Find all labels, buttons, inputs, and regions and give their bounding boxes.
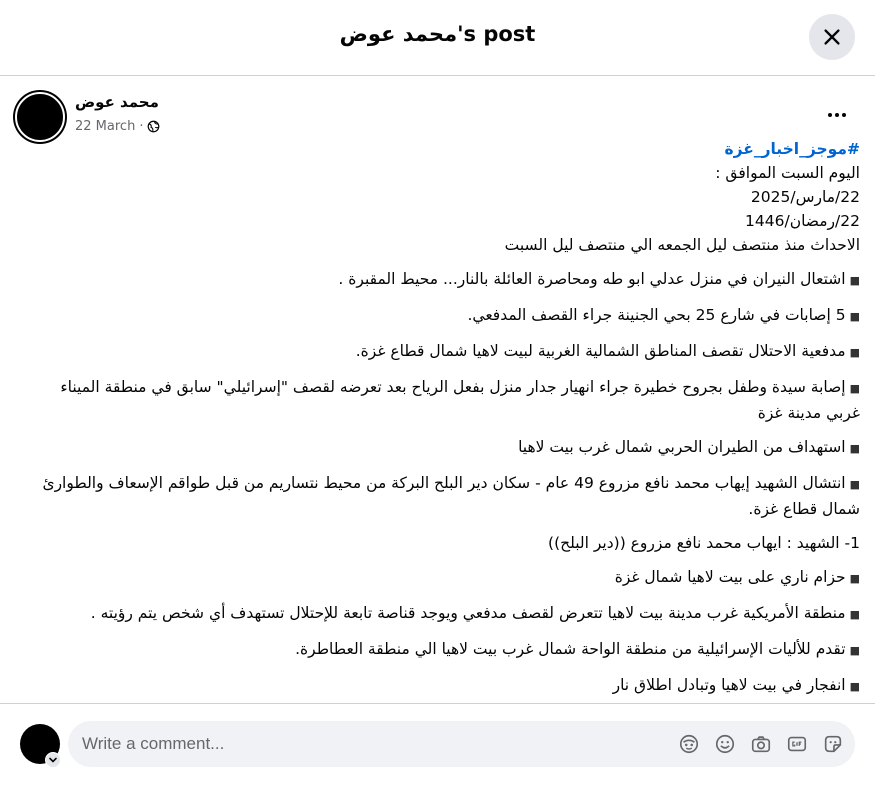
sticker-icon[interactable] (821, 732, 845, 756)
bullet-mark: ■ (849, 310, 860, 323)
profile-switch-button[interactable] (45, 752, 61, 768)
news-item-text: انفجار في بيت لاهيا وتبادل اطلاق نار (612, 676, 846, 694)
news-item-text: منطقة الأمريكية غرب مدينة بيت لاهيا تتعرض لقصف مدفعي ويوجد قناصة تابعة للإحتلال تستهدف أي شخص يتم رؤيته . (90, 604, 846, 622)
news-item (24, 267, 860, 293)
news-item (24, 637, 860, 663)
intro-line: الاحداث منذ منتصف ليل الجمعه الي منتصف ليل السبت (504, 236, 860, 254)
bullet-mark: ■ (849, 382, 860, 395)
intro-line: اليوم السبت الموافق : (715, 164, 860, 182)
dialog-title: محمد عوض's post (339, 22, 536, 46)
news-item (24, 601, 860, 627)
meta-separator: · (139, 119, 144, 134)
news-item-text: استهداف من الطيران الحربي شمال غرب بيت لاهيا (518, 438, 846, 456)
martyr-line: 1- الشهيد : ايهاب محمد نافع مزروع ((دير البلح)) (548, 534, 860, 552)
close-button[interactable] (809, 14, 855, 60)
news-item (24, 471, 860, 521)
comment-input-box[interactable] (68, 721, 855, 767)
bullet-mark: ■ (849, 608, 860, 621)
gif-icon[interactable] (785, 732, 809, 756)
more-options-button[interactable] (821, 103, 853, 127)
news-item-text: تقدم للأليات الإسرائيلية من منطقة الواحة شمال غرب بيت لاهيا الي منطقة العطاطرة. (295, 640, 846, 658)
comment-input[interactable] (82, 721, 642, 767)
bullet-mark: ■ (849, 478, 860, 491)
post-meta (75, 119, 160, 134)
news-item-text: اشتعال النيران في منزل عدلي ابو طه ومحاصرة العائلة بالنار... محيط المقبرة . (338, 270, 846, 288)
author-avatar[interactable] (15, 92, 65, 142)
bullet-mark: ■ (849, 274, 860, 287)
bullet-mark: ■ (849, 644, 860, 657)
news-item (24, 339, 860, 365)
news-item-text: إصابة سيدة وطفل بجروح خطيرة جراء انهيار جدار منزل بفعل الرياح بعد تعرضه لقصف "إسرائيلي" سابق في منطقة الميناء غربي مدينة غزة (60, 378, 860, 422)
post-dialog-header (0, 0, 875, 76)
news-item (24, 435, 860, 461)
news-item-text: انتشال الشهيد إيهاب محمد نافع مزروع 49 عام - سكان دير البلح البركة من محيط نتساريم من قبل طواقم الإسعاف والطوارئ شمال قطاع غزة. (42, 474, 860, 518)
intro-line: 22/مارس/2025 (750, 188, 860, 206)
author-name[interactable]: محمد عوض (75, 93, 159, 111)
bullet-mark: ■ (849, 680, 860, 693)
avatar-sticker-icon[interactable] (677, 732, 701, 756)
close-icon (821, 26, 843, 48)
emoji-icon[interactable] (713, 732, 737, 756)
news-item-text: مدفعية الاحتلال تقصف المناطق الشمالية الغربية لبيت لاهيا شمال قطاع غزة. (355, 342, 846, 360)
bullet-mark: ■ (849, 442, 860, 455)
bullet-mark: ■ (849, 572, 860, 585)
news-item-text: حزام ناري على بيت لاهيا شمال غزة (614, 568, 846, 586)
globe-icon (147, 120, 160, 133)
news-item (24, 673, 860, 699)
news-item (24, 303, 860, 329)
more-dot-icon (828, 113, 832, 117)
post-body (24, 137, 860, 699)
news-item (24, 565, 860, 591)
chevron-down-icon (48, 755, 58, 765)
more-dot-icon (842, 113, 846, 117)
more-dot-icon (835, 113, 839, 117)
post-date[interactable]: 22 March (75, 119, 136, 134)
camera-icon[interactable] (749, 732, 773, 756)
post-content-area[interactable] (0, 77, 875, 703)
comment-bar (0, 703, 875, 788)
comment-tools (677, 732, 845, 756)
news-item (24, 375, 860, 425)
bullet-mark: ■ (849, 346, 860, 359)
intro-line: 22/رمضان/1446 (745, 212, 860, 230)
hashtag-link[interactable]: #موجز_اخبار_غزة (724, 140, 860, 158)
news-item-text: 5 إصابات في شارع 25 بحي الجنينة جراء القصف المدفعي. (467, 306, 846, 324)
